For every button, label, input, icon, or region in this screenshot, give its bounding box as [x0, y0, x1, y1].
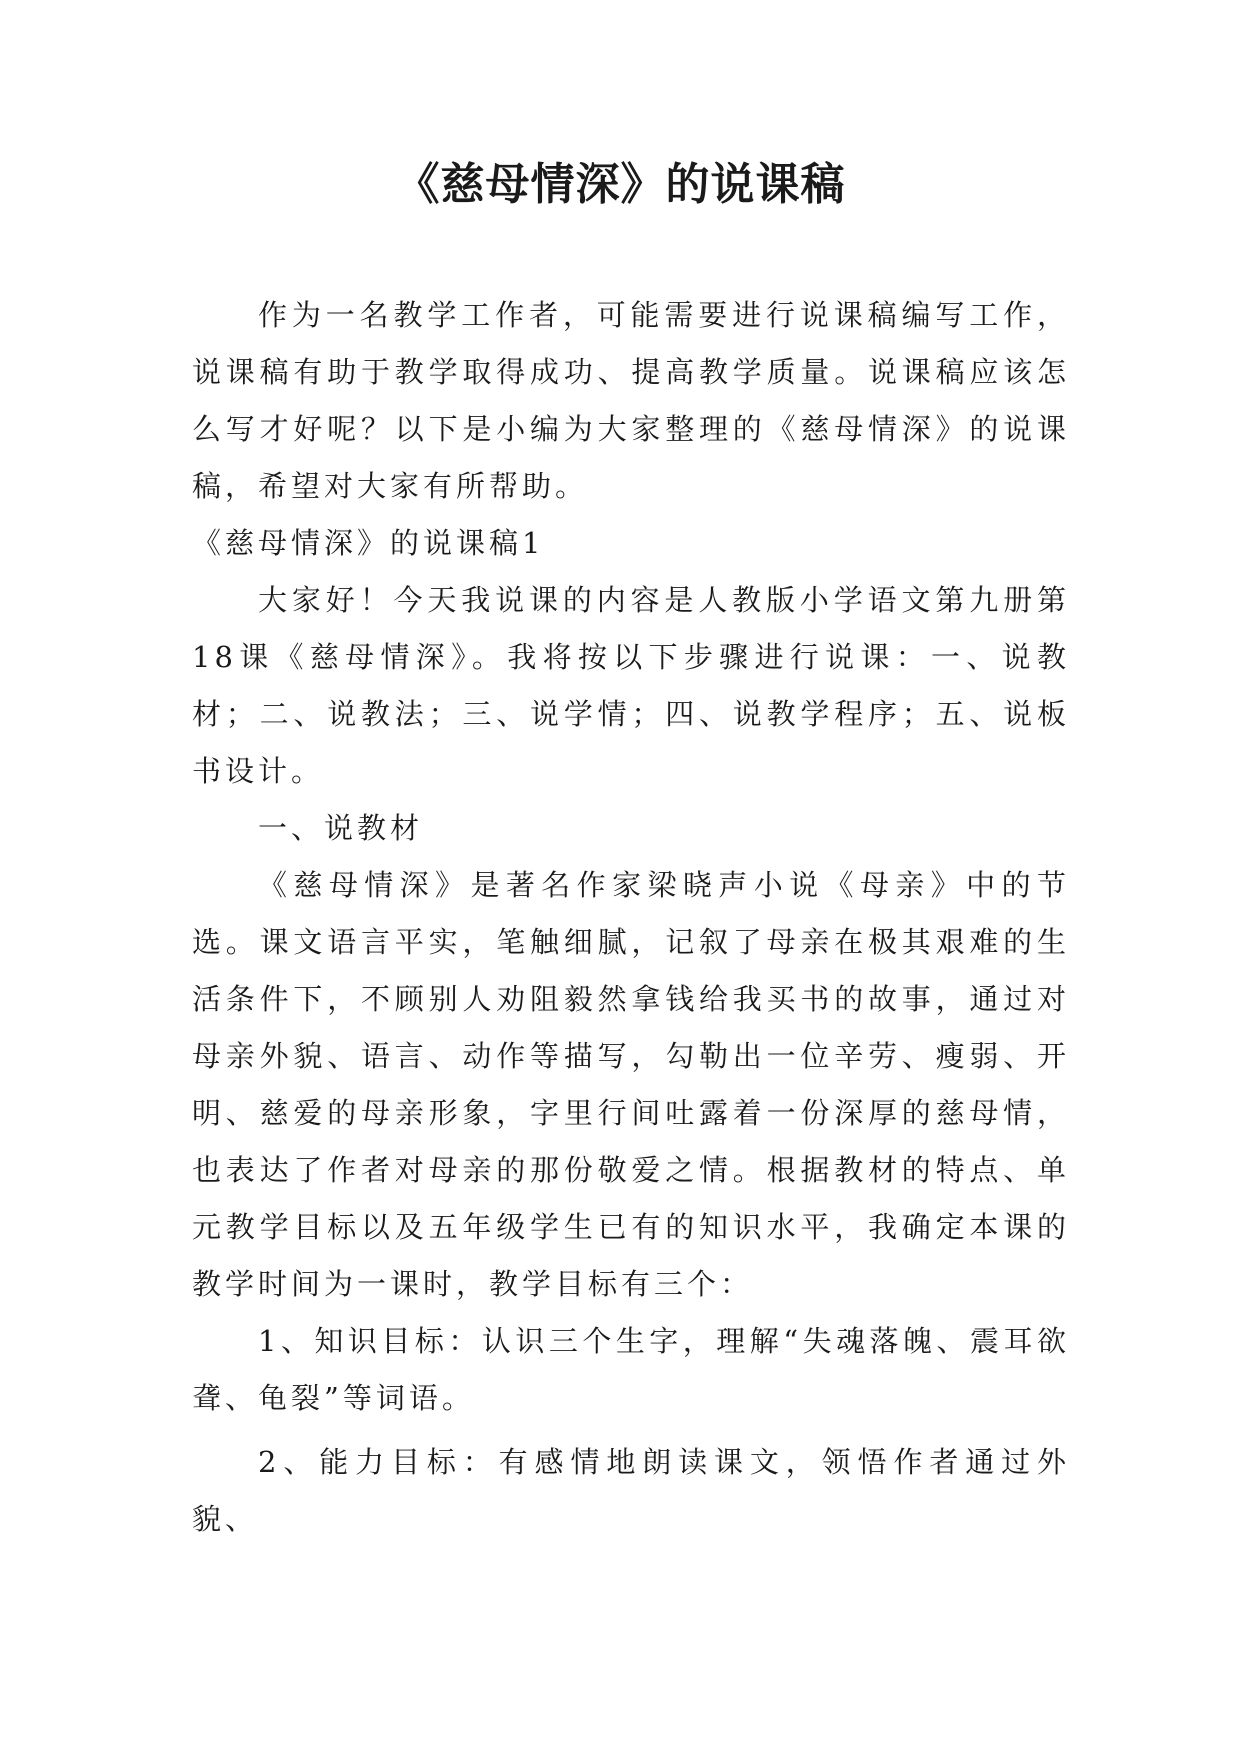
paragraph-knowledge-goal: 1、知识目标：认识三个生字，理解“失魂落魄、震耳欲聋、龟裂”等词语。 — [192, 1324, 1070, 1415]
paragraph-ability-goal: 2、能力目标：有感情地朗读课文，领悟作者通过外貌、 — [192, 1445, 1070, 1536]
document-title: 《慈母情深》的说课稿 — [395, 159, 846, 210]
intro-paragraph: 作为一名教学工作者，可能需要进行说课稿编写工作，说课稿有助于教学取得成功、提高教学质量。说课稿应该怎么写才好呢？以下是小编为大家整理的《慈母情深》的说课稿，希望对大家有所帮助。 — [192, 298, 1070, 503]
section-heading: 《慈母情深》的说课稿1 — [192, 526, 545, 560]
document-body — [192, 287, 1070, 1548]
paragraph-heading-textbook: 一、说教材 — [258, 811, 424, 845]
paragraph-greeting: 大家好！今天我说课的内容是人教版小学语文第九册第18课《慈母情深》。我将按以下步骤进行说课：一、说教材；二、说教法；三、说学情；四、说教学程序；五、说板书设计。 — [192, 583, 1070, 788]
paragraph-textbook-analysis: 《慈母情深》是著名作家梁晓声小说《母亲》中的节选。课文语言平实，笔触细腻，记叙了母亲在极其艰难的生活条件下，不顾别人劝阻毅然拿钱给我买书的故事，通过对母亲外貌、语言、动作等描写，勾勒出一位辛劳、瘦弱、开明、慈爱的母亲形象，字里行间吐露着一份深厚的慈母情，也表达了作者对母亲的那份敬爱之情。根据教材的特点、单元教学目标以及五年级学生已有的知识水平，我确定本课的教学时间为一课时，教学目标有三个： — [192, 868, 1070, 1301]
